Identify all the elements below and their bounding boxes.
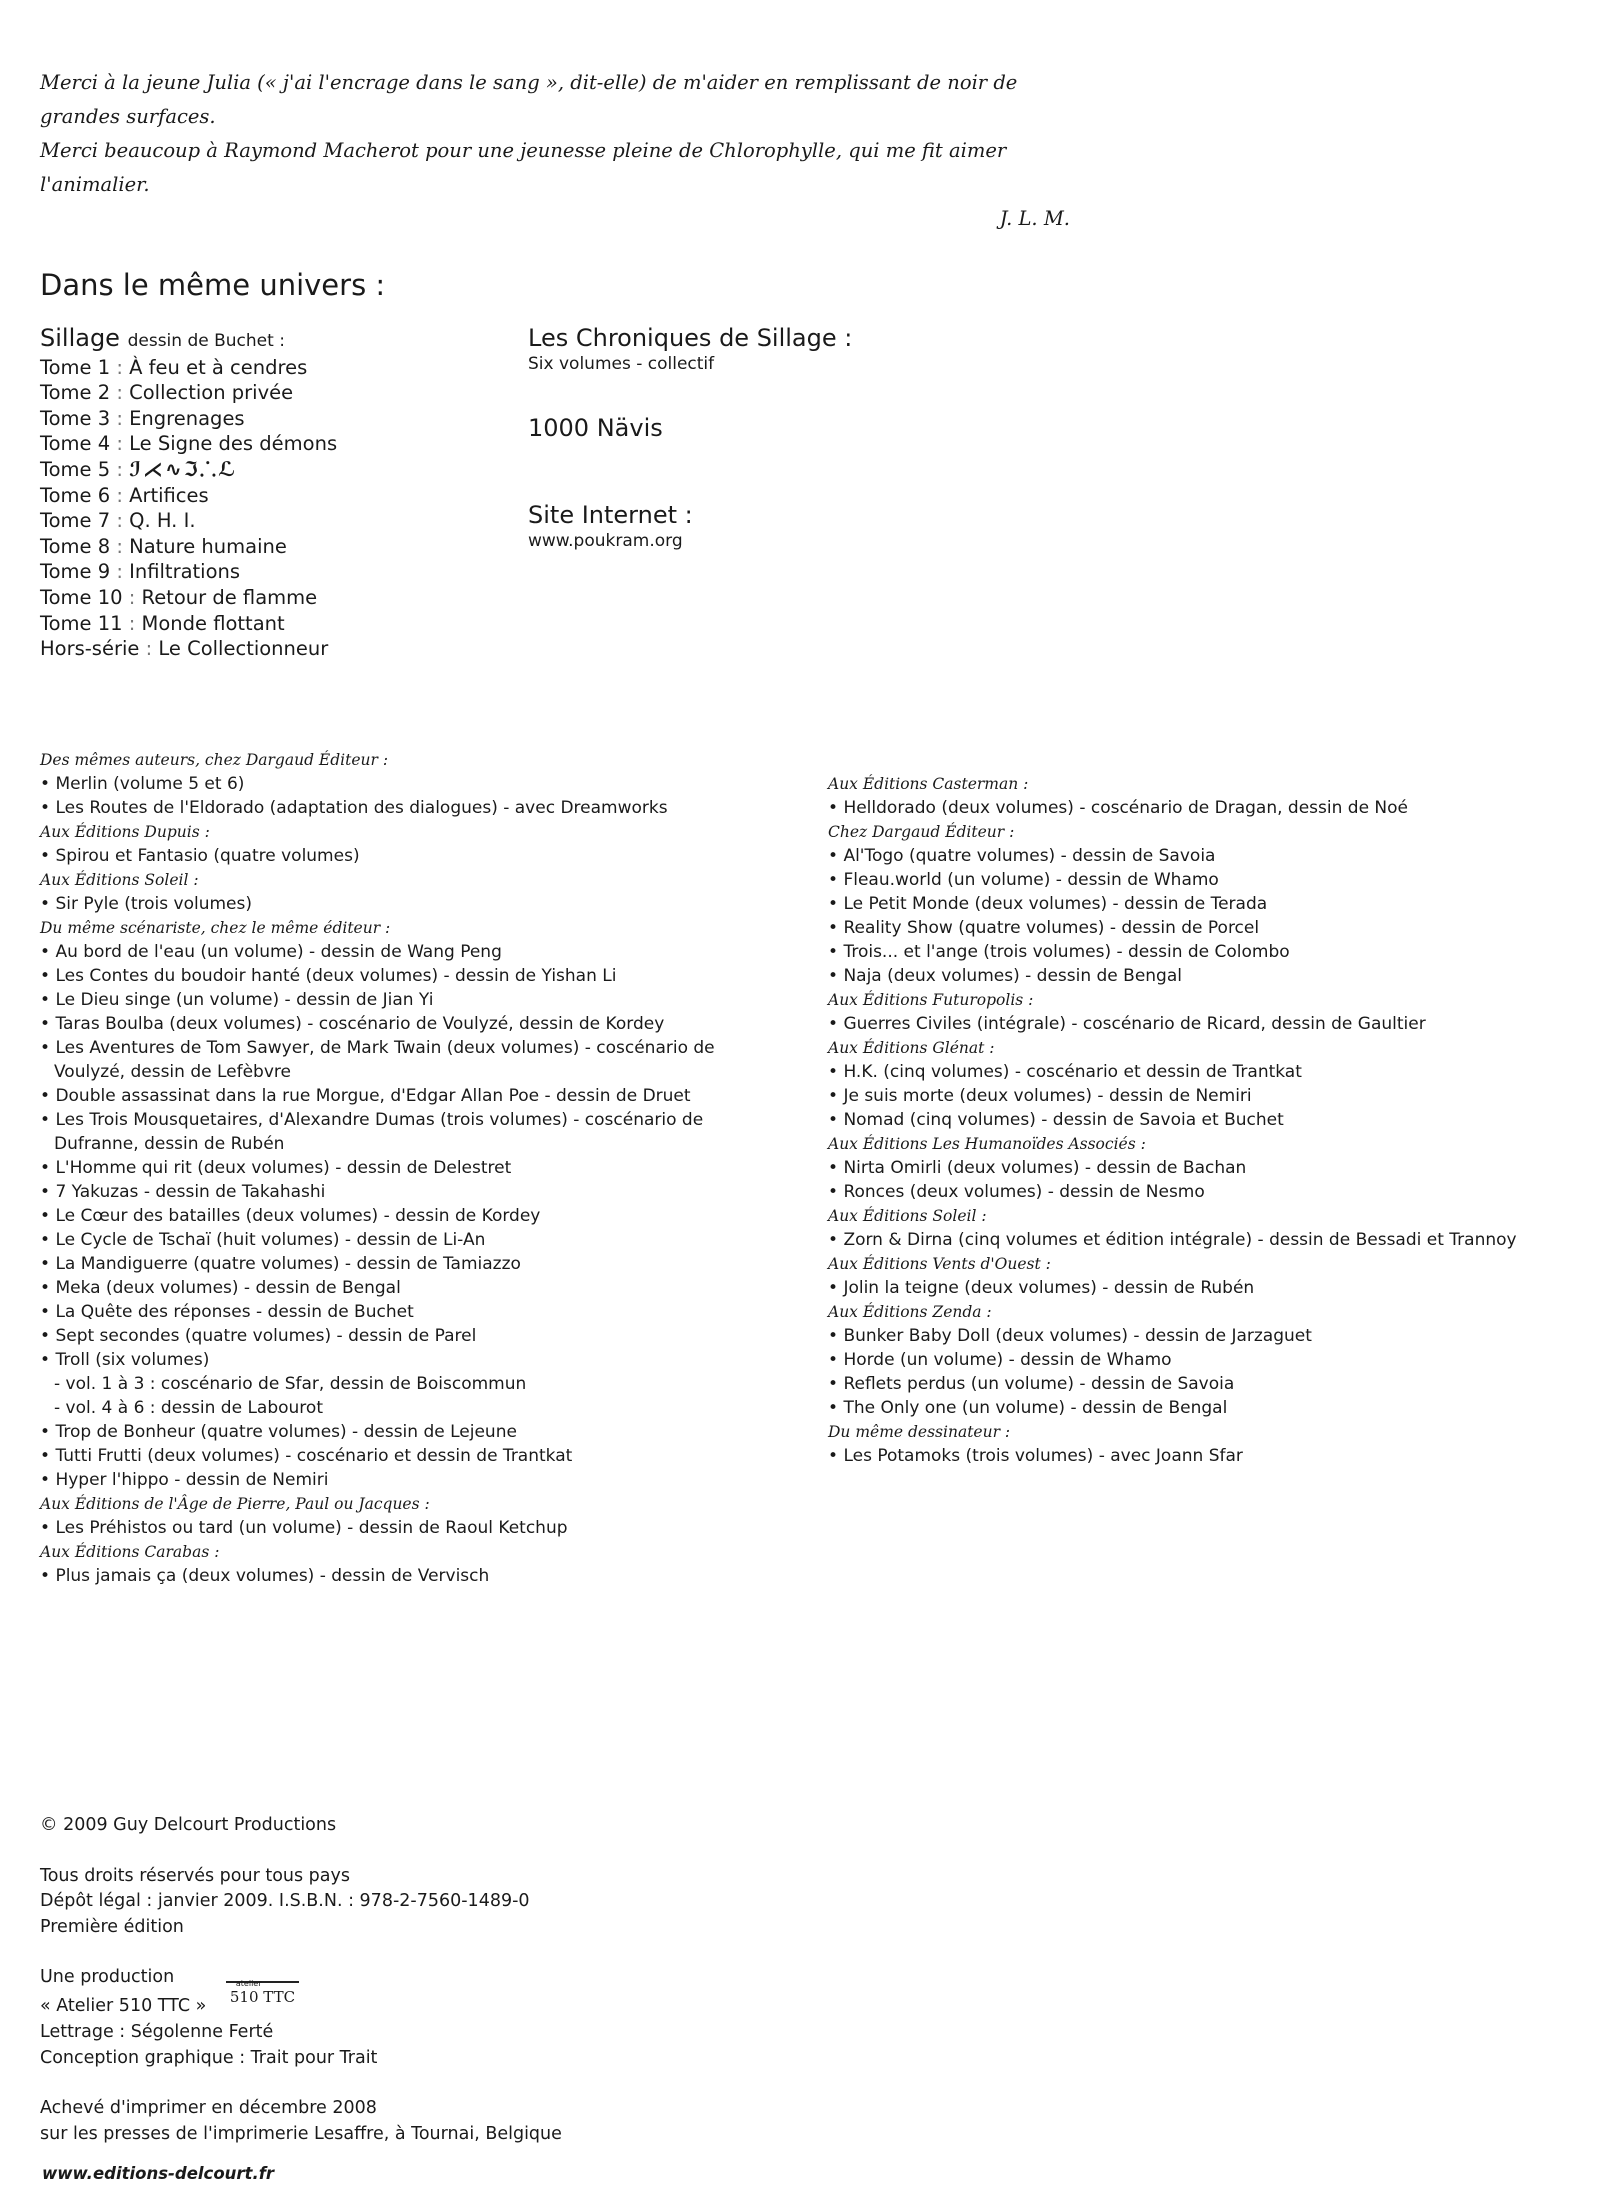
bibliography-section [828, 1252, 1588, 1300]
chroniques-title: Les Chroniques de Sillage : [528, 324, 853, 352]
bibliography-section [828, 1036, 1588, 1132]
thanks-block [40, 66, 1080, 236]
navis-title: 1000 Nävis [528, 413, 663, 442]
tome-row: Tome 6 : Artifices [40, 483, 209, 507]
bibliography-section [828, 1204, 1588, 1252]
tome-label: Tome 11 [40, 611, 123, 635]
tome-title: Monde flottant [141, 611, 285, 635]
sillage-list [40, 326, 337, 662]
tome-row: Tome 5 : ℐ⋌∿ℑ⸫ℒ [40, 456, 238, 481]
section-title: Aux Éditions Soleil : [828, 1207, 987, 1225]
list-item: • Nomad (cinq volumes) - dessin de Savoia et Buchet [828, 1108, 1588, 1132]
list-item: • La Mandiguerre (quatre volumes) - dessin de Tamiazzo [40, 1252, 760, 1276]
section-title: Des mêmes auteurs, chez Dargaud Éditeur : [40, 751, 389, 769]
tome-title: Le Collectionneur [158, 637, 329, 661]
list-item: • Sept secondes (quatre volumes) - dessin de Parel [40, 1324, 760, 1348]
list-item: • Les Contes du boudoir hanté (deux volumes) - dessin de Yishan Li [40, 964, 760, 988]
list-item: • Spirou et Fantasio (quatre volumes) [40, 844, 760, 868]
logo-small-text: atelier [235, 1978, 262, 1988]
thanks-line-1: Merci à la jeune Julia (« j'ai l'encrage dans le sang », dit-elle) de m'aider en remplissant de noir de grandes surfaces. [40, 71, 1018, 128]
related-column [528, 326, 852, 553]
list-item: • Zorn & Dirna (cinq volumes et édition intégrale) - dessin de Bessadi et Trannoy [828, 1228, 1588, 1252]
list-item: • Nirta Omirli (deux volumes) - dessin de Bachan [828, 1156, 1588, 1180]
tome-label: Tome 8 [40, 534, 111, 558]
list-subitem: - vol. 4 à 6 : dessin de Labourot [40, 1396, 760, 1420]
copyright: © 2009 Guy Delcourt Productions [40, 1815, 337, 1835]
list-item: • Le Petit Monde (deux volumes) - dessin de Terada [828, 892, 1588, 916]
list-item: • Ronces (deux volumes) - dessin de Nesmo [828, 1180, 1588, 1204]
section-title: Aux Éditions Vents d'Ouest : [828, 1255, 1051, 1273]
list-item: • Trop de Bonheur (quatre volumes) - dessin de Lejeune [40, 1420, 760, 1444]
list-item: • Le Cœur des batailles (deux volumes) - dessin de Kordey [40, 1204, 760, 1228]
section-title: Aux Éditions Casterman : [828, 775, 1029, 793]
list-item: • Double assassinat dans la rue Morgue, d'Edgar Allan Poe - dessin de Druet [40, 1084, 760, 1108]
tome-label: Hors-série [40, 637, 140, 661]
tome-title: Nature humaine [129, 534, 287, 558]
bibliography-section [828, 988, 1588, 1036]
list-item: • Le Dieu singe (un volume) - dessin de Jian Yi [40, 988, 760, 1012]
left-bibliography [40, 748, 760, 1588]
tome-label: Tome 7 [40, 509, 111, 533]
section-title: Aux Éditions Carabas : [40, 1543, 220, 1561]
universe-heading: Dans le même univers : [40, 268, 386, 302]
thanks-line-2: Merci beaucoup à Raymond Macherot pour une jeunesse pleine de Chlorophylle, qui me fit aimer l'animalier. [40, 139, 1007, 196]
tome-title: À feu et à cendres [129, 355, 308, 379]
tome-label: Tome 1 [40, 355, 111, 379]
tome-row: Tome 9 : Infiltrations [40, 560, 241, 584]
bibliography-section [828, 772, 1588, 820]
tome-label: Tome 3 [40, 406, 111, 430]
bibliography-section [40, 868, 760, 916]
list-item: • Les Préhistos ou tard (un volume) - dessin de Raoul Ketchup [40, 1516, 760, 1540]
list-item: • Sir Pyle (trois volumes) [40, 892, 760, 916]
list-subitem: - vol. 1 à 3 : coscénario de Sfar, dessin de Boiscommun [40, 1372, 760, 1396]
list-item: • Bunker Baby Doll (deux volumes) - dessin de Jarzaguet [828, 1324, 1588, 1348]
bibliography-section [40, 916, 760, 1492]
tome-title: Engrenages [129, 406, 245, 430]
production-studio-name: « Atelier 510 TTC » [40, 1995, 207, 2016]
tome-title: Retour de flamme [141, 585, 318, 609]
tome-label: Tome 6 [40, 483, 111, 507]
design-credit: Conception graphique : Trait pour Trait [40, 2047, 378, 2068]
tome-row: Tome 4 : Le Signe des démons [40, 432, 338, 456]
rights: Tous droits réservés pour tous pays [40, 1865, 350, 1886]
tome-row: Tome 8 : Nature humaine [40, 534, 287, 558]
list-item: • Je suis morte (deux volumes) - dessin de Nemiri [828, 1084, 1588, 1108]
list-item: • Jolin la teigne (deux volumes) - dessin de Rubén [828, 1276, 1588, 1300]
tome-label: Tome 2 [40, 381, 111, 405]
tome-label: Tome 9 [40, 560, 111, 584]
tome-title: ℐ⋌∿ℑ⸫ℒ [129, 456, 238, 481]
bibliography-section [40, 1492, 760, 1540]
bibliography-section [40, 748, 760, 820]
tome-title: Infiltrations [129, 560, 241, 584]
bibliography-section [828, 820, 1588, 988]
tome-row: Tome 10 : Retour de flamme [40, 585, 318, 609]
section-title: Du même scénariste, chez le même éditeur : [40, 919, 391, 937]
production-studio [40, 1978, 740, 2021]
list-item: • Horde (un volume) - dessin de Whamo [828, 1348, 1588, 1372]
list-item: • Reflets perdus (un volume) - dessin de Savoia [828, 1372, 1588, 1396]
atelier-510-logo [226, 1978, 299, 2011]
section-title: Aux Éditions Futuropolis : [828, 991, 1034, 1009]
credits-block [40, 1813, 740, 2147]
print-line-2: sur les presses de l'imprimerie Lesaffre, à Tournai, Belgique [40, 2123, 562, 2144]
tome-list [40, 355, 337, 662]
sillage-title: Sillage [40, 324, 120, 352]
edition: Première édition [40, 1916, 184, 1937]
section-title: Aux Éditions Zenda : [828, 1303, 992, 1321]
list-item: • Merlin (volume 5 et 6) [40, 772, 760, 796]
signature: J. L. M. [999, 207, 1070, 230]
list-item: • Meka (deux volumes) - dessin de Bengal [40, 1276, 760, 1300]
tome-row: Hors-série : Le Collectionneur [40, 637, 329, 661]
logo-text: 510 TTC [229, 1987, 296, 2006]
sillage-header [40, 326, 337, 355]
list-item: • Les Routes de l'Eldorado (adaptation des dialogues) - avec Dreamworks [40, 796, 760, 820]
list-item: • L'Homme qui rit (deux volumes) - dessin de Delestret [40, 1156, 760, 1180]
tome-label: Tome 10 [40, 585, 123, 609]
list-item: • La Quête des réponses - dessin de Buchet [40, 1300, 760, 1324]
lettering-credit: Lettrage : Ségolenne Ferté [40, 2022, 274, 2042]
section-title: Aux Éditions de l'Âge de Pierre, Paul ou Jacques : [40, 1495, 430, 1513]
list-item: • 7 Yakuzas - dessin de Takahashi [40, 1180, 760, 1204]
list-item: • Taras Boulba (deux volumes) - coscénario de Voulyzé, dessin de Kordey [40, 1012, 760, 1036]
tome-label: Tome 4 [40, 432, 111, 456]
print-line-1: Achevé d'imprimer en décembre 2008 [40, 2098, 377, 2118]
bibliography-section [40, 820, 760, 868]
tome-title: Q. H. I. [129, 509, 196, 533]
list-item: • H.K. (cinq volumes) - coscénario et dessin de Trantkat [828, 1060, 1588, 1084]
legal-deposit: Dépôt légal : janvier 2009. I.S.B.N. : 978-2-7560-1489-0 [40, 1891, 530, 1911]
tome-label: Tome 5 [40, 457, 111, 481]
list-item: • Les Potamoks (trois volumes) - avec Joann Sfar [828, 1444, 1588, 1468]
tome-row: Tome 11 : Monde flottant [40, 611, 285, 635]
production-line: Une production [40, 1967, 175, 1987]
list-item: • Au bord de l'eau (un volume) - dessin de Wang Peng [40, 940, 760, 964]
list-item: • Trois... et l'ange (trois volumes) - dessin de Colombo [828, 940, 1588, 964]
bibliography-section [828, 1300, 1588, 1420]
bibliography-section [40, 1540, 760, 1588]
list-item: • Naja (deux volumes) - dessin de Bengal [828, 964, 1588, 988]
right-bibliography [828, 772, 1588, 1468]
list-item: • Les Aventures de Tom Sawyer, de Mark Twain (deux volumes) - coscénario de Voulyzé, dessin de Lefèbvre [40, 1036, 760, 1084]
list-item: • Guerres Civiles (intégrale) - coscénario de Ricard, dessin de Gaultier [828, 1012, 1588, 1036]
site-title: Site Internet : [528, 501, 693, 530]
publisher-website[interactable]: www.editions-delcourt.fr [42, 2164, 275, 2183]
list-item: • Troll (six volumes) [40, 1348, 760, 1372]
list-item: • Reality Show (quatre volumes) - dessin de Porcel [828, 916, 1588, 940]
bibliography-section [828, 1132, 1588, 1204]
section-title: Chez Dargaud Éditeur : [828, 823, 1015, 841]
tome-row: Tome 1 : À feu et à cendres [40, 355, 308, 379]
section-title: Aux Éditions Glénat : [828, 1039, 995, 1057]
list-item: • The Only one (un volume) - dessin de Bengal [828, 1396, 1588, 1420]
list-item: • Al'Togo (quatre volumes) - dessin de Savoia [828, 844, 1588, 868]
tome-title: Artifices [129, 483, 209, 507]
list-item: • Fleau.world (un volume) - dessin de Whamo [828, 868, 1588, 892]
tome-title: Collection privée [129, 381, 294, 405]
list-item: • Helldorado (deux volumes) - coscénario de Dragan, dessin de Noé [828, 796, 1588, 820]
tome-row: Tome 3 : Engrenages [40, 406, 245, 430]
tome-row: Tome 7 : Q. H. I. [40, 509, 196, 533]
chroniques-subtitle: Six volumes - collectif [528, 353, 715, 374]
list-item: • Les Trois Mousquetaires, d'Alexandre Dumas (trois volumes) - coscénario de Dufranne, dessin de Rubén [40, 1108, 760, 1156]
section-title: Aux Éditions Soleil : [40, 871, 199, 889]
list-item: • Tutti Frutti (deux volumes) - coscénario et dessin de Trantkat [40, 1444, 760, 1468]
bibliography-section [828, 1420, 1588, 1468]
list-item: • Plus jamais ça (deux volumes) - dessin de Vervisch [40, 1564, 760, 1588]
list-item: • Le Cycle de Tschaï (huit volumes) - dessin de Li-An [40, 1228, 760, 1252]
list-item: • Hyper l'hippo - dessin de Nemiri [40, 1468, 760, 1492]
section-title: Aux Éditions Les Humanoïdes Associés : [828, 1135, 1146, 1153]
section-title: Aux Éditions Dupuis : [40, 823, 210, 841]
section-title: Du même dessinateur : [828, 1423, 1011, 1441]
tome-row: Tome 2 : Collection privée [40, 381, 294, 405]
tome-title: Le Signe des démons [129, 432, 338, 456]
site-url[interactable]: www.poukram.org [528, 530, 683, 551]
sillage-subtitle: dessin de Buchet : [127, 331, 285, 351]
